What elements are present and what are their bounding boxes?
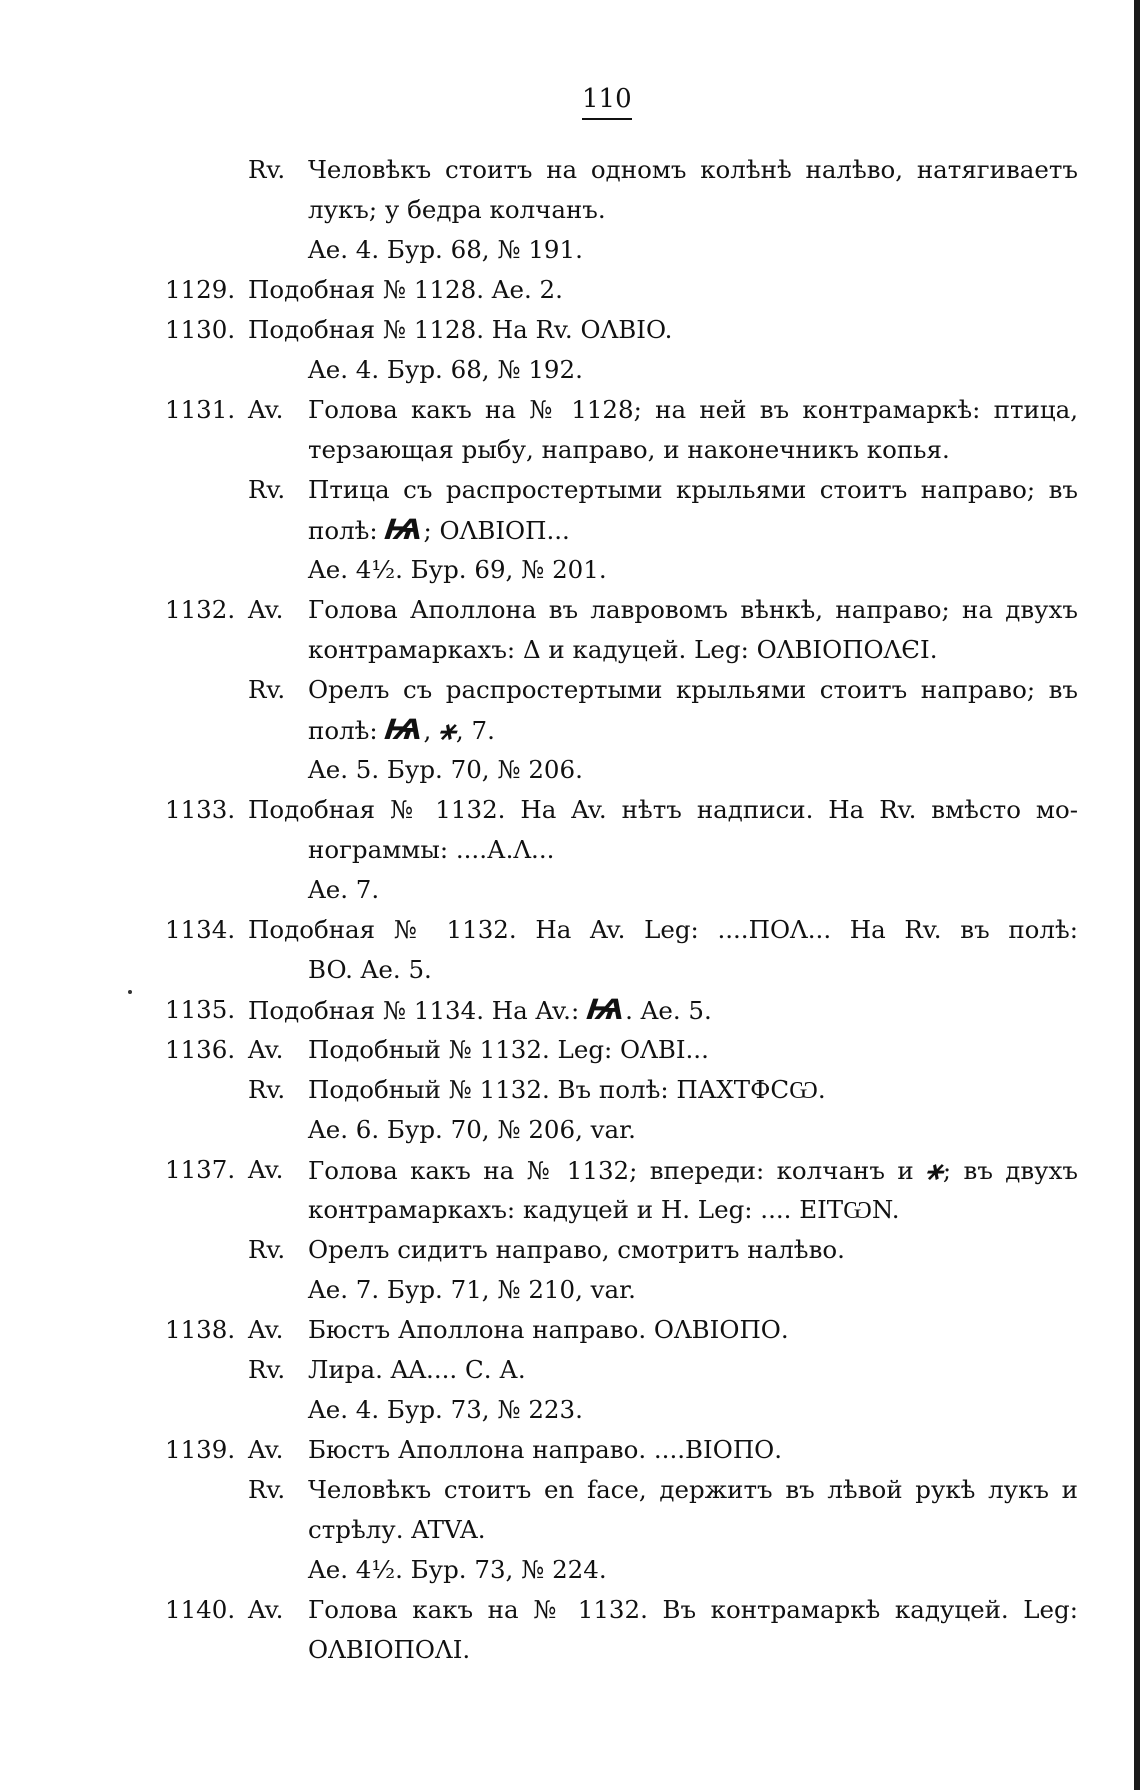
catalog-line (0, 470, 1140, 510)
entry-text: Подобная № 1128. На Rv. ОΛBIO. (248, 315, 673, 344)
catalog-line (0, 1390, 1140, 1430)
reference-text: Ae. 4. Бур. 68, № 191. (308, 235, 583, 264)
side-label: Rv. (248, 155, 286, 184)
catalog-line (0, 910, 1140, 950)
reference-text: Ae. 4½. Бур. 69, № 201. (308, 555, 607, 584)
side-label: Rv. (248, 1075, 286, 1104)
catalog-line (0, 310, 1140, 350)
reference-text: Ae. 4. Бур. 68, № 192. (308, 355, 583, 384)
side-label: Rv. (248, 675, 286, 704)
catalog-line (0, 790, 1140, 830)
reference-text: Ae. 7. Бур. 71, № 210, var. (308, 1275, 636, 1304)
monogram-icon: ⚹ (923, 1153, 946, 1186)
monogram-icon: Ѩ (383, 713, 426, 746)
catalog-line (0, 1350, 1140, 1390)
side-label: Rv. (248, 1355, 286, 1384)
catalog-line (0, 1230, 1140, 1270)
catalog-line (0, 950, 1140, 990)
catalog-line (0, 270, 1140, 310)
continuation-text: полѣ: Ѩ; ОΛBIOП... (308, 510, 1078, 551)
reference-text: Ae. 4. Бур. 73, № 223. (308, 1395, 583, 1424)
catalog-line (0, 510, 1140, 550)
entry-number: 1132. (165, 595, 236, 624)
reference-text: Ae. 5. Бур. 70, № 206. (308, 755, 583, 784)
entry-text: Лира. AA.... С. А. (308, 1355, 526, 1384)
reference-text: Ae. 7. (308, 875, 380, 904)
catalog-line (0, 870, 1140, 910)
entry-text: Человѣкъ стоитъ en face, держитъ въ лѣвой рукѣ лукъ и (308, 1475, 1078, 1504)
entry-text: Подобный № 1132. Leg: ОΛBI... (308, 1035, 709, 1064)
catalog-line (0, 230, 1140, 270)
catalog-line (0, 590, 1140, 630)
reference-text: Ae. 4½. Бур. 73, № 224. (308, 1555, 607, 1584)
side-label: Av. (248, 1315, 284, 1344)
entry-text: Голова какъ на № 1132; впереди: колчанъ и ⚹; въ двухъ (308, 1150, 1078, 1191)
catalog-line (0, 1590, 1140, 1630)
continuation-text: полѣ: Ѩ, ⚹, 7. (308, 710, 1078, 751)
monogram-icon: Ѩ (584, 993, 628, 1026)
entry-number: 1134. (165, 915, 236, 944)
catalog-entries (0, 150, 1140, 1670)
continuation-text: контрамаркахъ: кадуцей и H. Leg: .... EITѠN. (308, 1195, 900, 1224)
side-label: Av. (248, 1155, 284, 1184)
entry-text: Бюстъ Аполлона направо. ОΛBIOПО. (308, 1315, 789, 1344)
entry-number: 1131. (165, 395, 236, 424)
entry-text: Голова какъ на № 1132. Въ контрамаркѣ кадуцей. Leg: (308, 1595, 1078, 1624)
entry-text: Бюстъ Аполлона направо. ....BIOПО. (308, 1435, 783, 1464)
catalog-line (0, 430, 1140, 470)
entry-text: Голова какъ на № 1128; на ней въ контрамаркѣ: птица, (308, 395, 1078, 424)
catalog-line (0, 750, 1140, 790)
entry-text: Человѣкъ стоитъ на одномъ колѣнѣ налѣво, натягиваетъ (308, 155, 1078, 184)
entry-number: 1129. (165, 275, 236, 304)
catalog-line (0, 670, 1140, 710)
entry-text: Подобная № 1132. На Av. нѣтъ надписи. На Rv. вмѣсто мо- (248, 795, 1078, 824)
side-label: Av. (248, 1035, 284, 1064)
catalog-line (0, 1110, 1140, 1150)
entry-text: Орелъ сидитъ направо, смотритъ налѣво. (308, 1235, 845, 1264)
entry-number: 1135. (165, 995, 236, 1024)
entry-text: Голова Аполлона въ лавровомъ вѣнкѣ, направо; на двухъ (308, 595, 1078, 624)
continuation-text: ОΛBIOПОΛI. (308, 1635, 471, 1664)
catalog-line (0, 1190, 1140, 1230)
side-label: Av. (248, 1595, 284, 1624)
continuation-text: контрамаркахъ: Δ и кадуцей. Leg: ОΛBIOПОΛЄI. (308, 635, 938, 664)
continuation-text: BO. Ae. 5. (308, 955, 432, 984)
catalog-line (0, 1550, 1140, 1590)
side-label: Rv. (248, 1235, 286, 1264)
entry-number: 1140. (165, 1595, 236, 1624)
entry-number: 1136. (165, 1035, 236, 1064)
entry-text: Подобный № 1132. Въ полѣ: ПАΧTФCѠ. (308, 1075, 826, 1104)
entry-number: 1133. (165, 795, 236, 824)
catalog-line (0, 630, 1140, 670)
side-label: Rv. (248, 475, 286, 504)
catalog-line (0, 1470, 1140, 1510)
catalog-line (0, 150, 1140, 190)
entry-text: Орелъ съ распростертыми крыльями стоитъ направо; въ (308, 675, 1078, 704)
reference-text: Ae. 6. Бур. 70, № 206, var. (308, 1115, 636, 1144)
continuation-text: терзающая рыбу, направо, и наконечникъ копья. (308, 435, 950, 464)
catalog-line (0, 1270, 1140, 1310)
continuation-text: лукъ; у бедра колчанъ. (308, 195, 606, 224)
entry-text: Подобная № 1134. На Av.: Ѩ. Ae. 5. (248, 990, 1078, 1031)
catalog-line (0, 710, 1140, 750)
side-label: Av. (248, 595, 284, 624)
monogram-icon: ⚹ (436, 713, 459, 746)
catalog-line (0, 1150, 1140, 1190)
catalog-line (0, 990, 1140, 1030)
side-label: Rv. (248, 1475, 286, 1504)
entry-text: Подобная № 1128. Ae. 2. (248, 275, 563, 304)
entry-text: Птица съ распростертыми крыльями стоитъ направо; въ (308, 475, 1078, 504)
catalog-line (0, 1310, 1140, 1350)
entry-number: 1138. (165, 1315, 236, 1344)
entry-text: Подобная № 1132. На Av. Leg: ....ПОΛ... На Rv. въ полѣ: (248, 915, 1078, 944)
page-number: 110 (582, 84, 632, 120)
catalog-line (0, 390, 1140, 430)
side-label: Av. (248, 1435, 284, 1464)
continuation-text: нограммы: ....А.Λ... (308, 835, 555, 864)
catalog-line (0, 550, 1140, 590)
entry-number: 1130. (165, 315, 236, 344)
side-label: Av. (248, 395, 284, 424)
catalog-line (0, 350, 1140, 390)
monogram-icon: Ѩ (383, 513, 426, 546)
speck (128, 990, 132, 994)
continuation-text: стрѣлу. ATVA. (308, 1515, 486, 1544)
entry-number: 1139. (165, 1435, 236, 1464)
catalog-line (0, 1510, 1140, 1550)
catalog-line (0, 1430, 1140, 1470)
catalog-line (0, 830, 1140, 870)
catalog-line (0, 1030, 1140, 1070)
catalog-line (0, 1630, 1140, 1670)
entry-number: 1137. (165, 1155, 236, 1184)
catalog-line (0, 1070, 1140, 1110)
catalog-line (0, 190, 1140, 230)
